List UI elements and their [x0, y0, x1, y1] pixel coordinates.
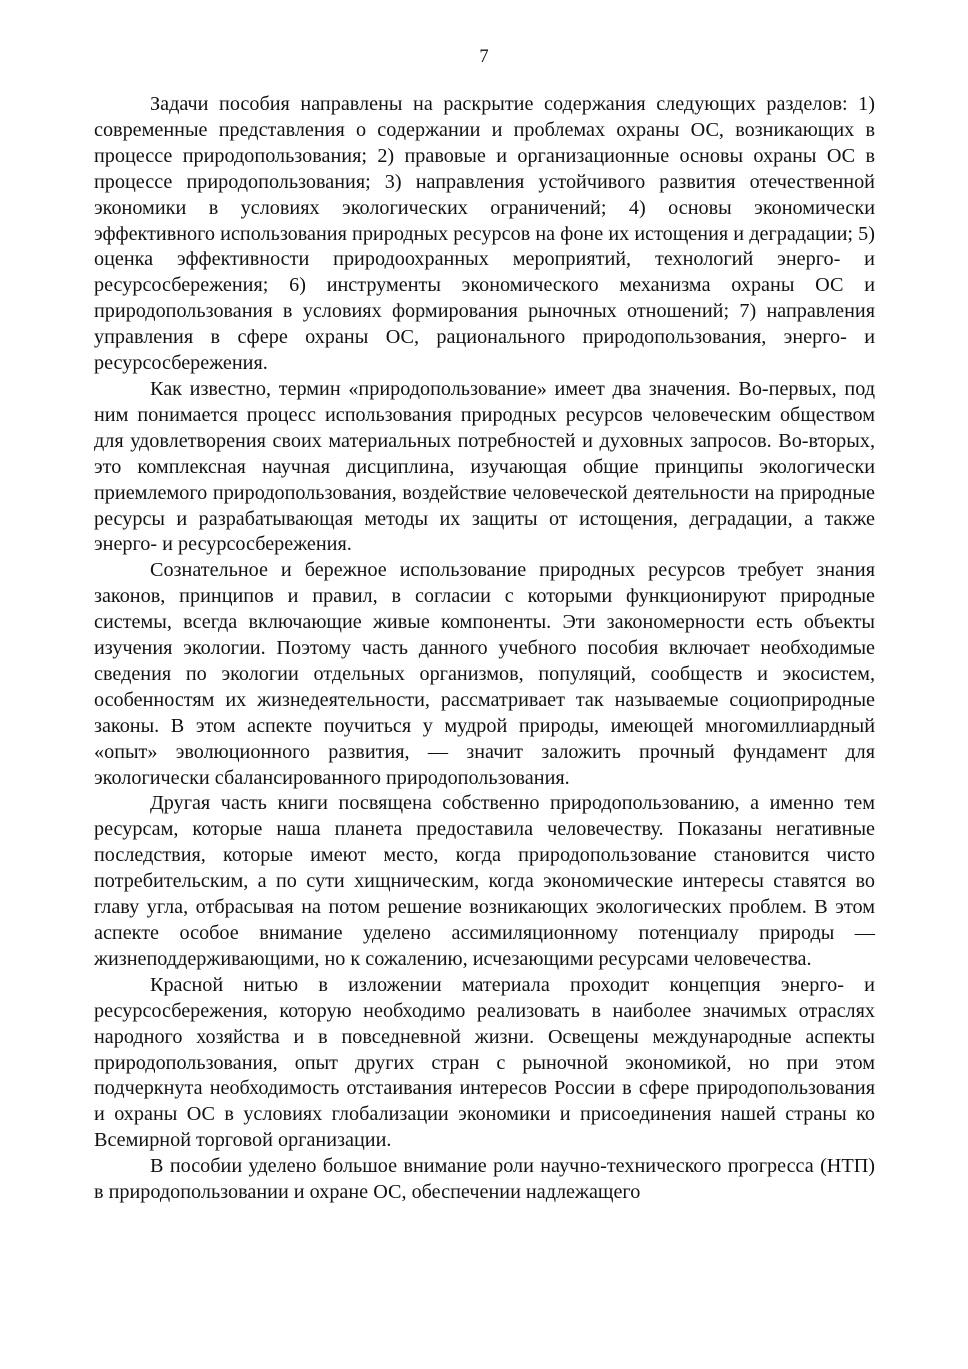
paragraph: Задачи пособия направлены на раскрытие содержания следующих разделов: 1) современные представления о содержании и проблемах охраны ОС, возникающих в процессе природопользования; 2) правовые и организационные основы охраны ОС в процессе природопользования; 3) направления устойчивого развития отечественной экономики в условиях экологических ограничений; 4) основы экономически эффективного использования природных ресурсов на фоне их истощения и деградации; 5) оценка эффективности природоохранных мероприятий, технологий энерго- и ресурсосбережения; 6) инструменты экономического механизма охраны ОС и природопользования в условиях формирования рыночных отношений; 7) направления управления в сфере охраны ОС, рационального природопользования, энерго- и ресурсосбережения. — [94, 93, 875, 375]
paragraph: В пособии уделено большое внимание роли научно-технического прогресса (НТП) в природопользовании и охране ОС, обеспечении надлежащего — [94, 1155, 875, 1204]
paragraph: Другая часть книги посвящена собственно природопользованию, а именно тем ресурсам, которые наша планета предоставила человечеству. Показаны негативные последствия, которые имеют место, когда природопользование становится чисто потребительским, а по сути хищническим, когда экономические интересы ставятся во главу угла, отбрасывая на потом решение возникающих экологических проблем. В этом аспекте особое внимание уделено ассимиляционному потенциалу природы — жизнеподдерживающими, но к сожалению, исчезающими ресурсами человечества. — [94, 792, 875, 970]
page-number: 7 — [479, 47, 489, 67]
paragraph: Сознательное и бережное использование природных ресурсов требует знания законов, принципов и правил, в согласии с которыми функционируют природные системы, всегда включающие живые компоненты. Эти закономерности есть объекты изучения экологии. Поэтому часть данного учебного пособия включает необходимые сведения по экологии отдельных организмов, популяций, сообществ и экосистем, особенностям их жизнедеятельности, рассматривает так называемые социоприродные законы. В этом аспекте поучиться у мудрой природы, имеющей многомиллиардный «опыт» эволюционного развития, — значит заложить прочный фундамент для экологически сбалансированного природопользования. — [94, 559, 875, 789]
paragraph: Красной нитью в изложении материала проходит концепция энерго- и ресурсосбережения, которую необходимо реализовать в наиболее значимых отраслях народного хозяйства и в повседневной жизни. Освещены международные аспекты природопользования, опыт других стран с рыночной экономикой, но при этом подчеркнута необходимость отстаивания интересов России в сфере природопользования и охраны ОС в условиях глобализации экономики и присоединения нашей страны ко Всемирной торговой организации. — [94, 973, 875, 1152]
paragraph: Как известно, термин «природопользование» имеет два значения. Во-первых, под ним понимается процесс использования природных ресурсов человеческим обществом для удовлетворения своих материальных потребностей и духовных запросов. Во-вторых, это комплексная научная дисциплина, изучающая общие принципы экологически приемлемого природопользования, воздействие человеческой деятельности на природные ресурсы и разрабатывающая методы их защиты от истощения, деградации, а также энерго- и ресурсосбережения. — [94, 377, 875, 556]
body-text — [94, 92, 875, 1206]
